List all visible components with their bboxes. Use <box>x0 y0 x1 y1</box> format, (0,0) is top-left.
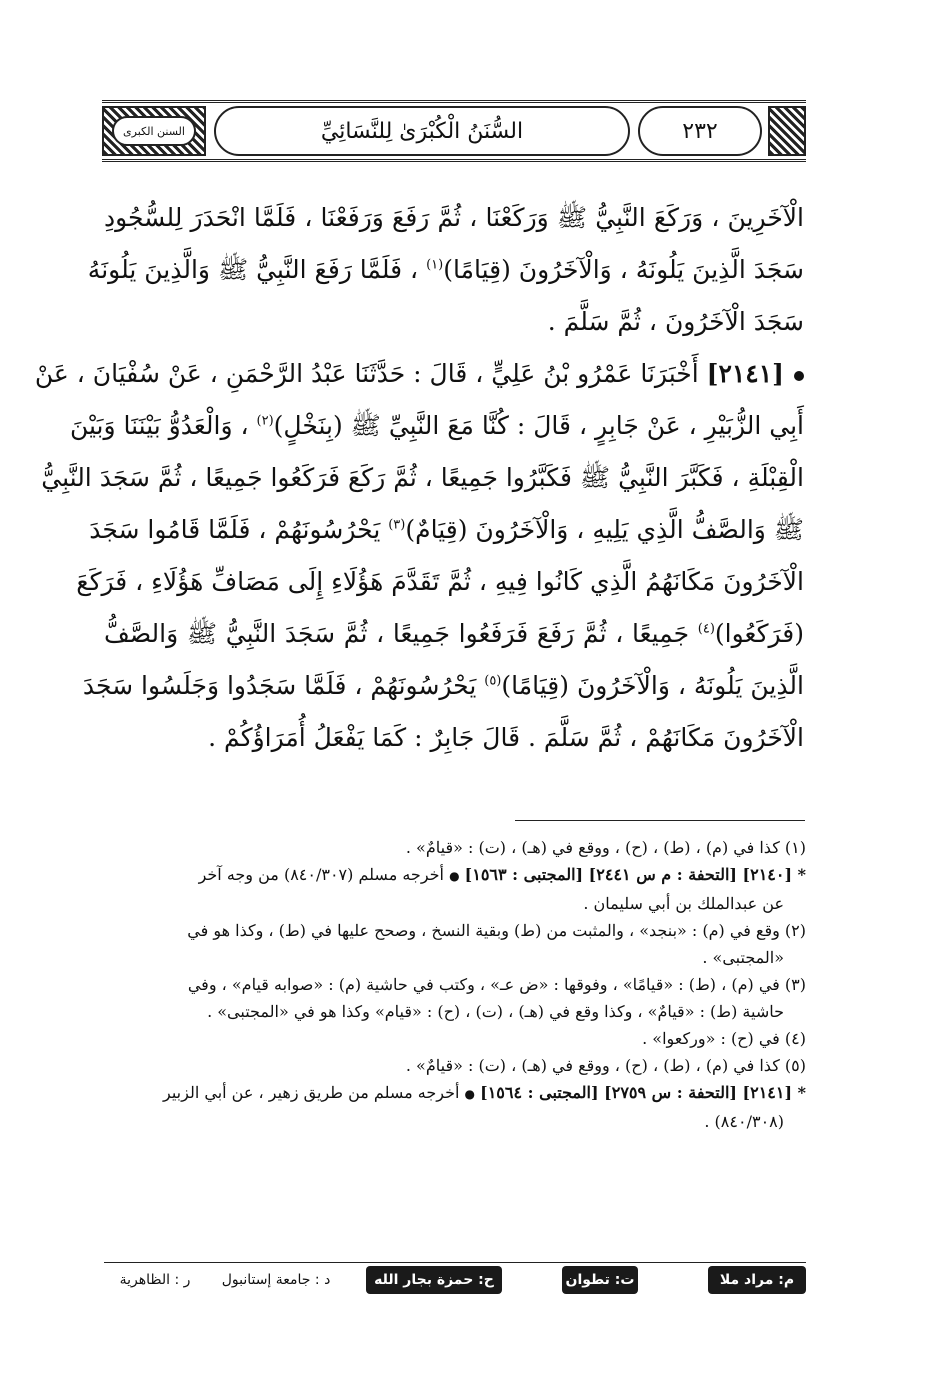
book-title-cartouche <box>214 106 630 156</box>
takhrij-tail: أخرجه مسلم (٨٤٠/٣٠٧) من وجه آخر <box>198 865 450 884</box>
page-number: ٢٣٢ <box>682 118 718 144</box>
takhrij-tail: أخرجه مسلم من طريق زهير ، عن أبي الزبير <box>163 1083 465 1102</box>
book-title: السُّنَنُ الْكُبْرَىٰ لِلنَّسَائِيِّ <box>320 118 524 144</box>
text-fragment: جَمِيعًا ، ثُمَّ رَفَعَ فَرَفَعُوا جَمِيعًا ، ثُمَّ سَجَدَ النَّبِيُّ ﷺ وَالصَّفُّ <box>104 619 698 648</box>
header-top-rule <box>102 100 806 103</box>
footnote-4: (٤) في (ح) : «وركعوا» . <box>642 1029 806 1048</box>
takhrij-2140 <box>104 861 806 890</box>
footnote-3: (٣) في (م) ، (ط) : «قيامًا» ، وفوقها : «ض عـ» ، وكتب في حاشية (م) : «صوابه قيام» ، وفي <box>187 975 806 994</box>
text-line: الْآخَرُونَ مَكَانَهُمُ الَّذِي كَانُوا فِيهِ ، ثُمَّ تَقَدَّمَ هَؤُلَاءِ إِلَى مَصَافِّ هَؤُلَاءِ ، فَرَكَعَ <box>76 567 804 596</box>
text-fragment: أَبِي الزُّبَيْرِ ، عَنْ جَابِرٍ ، قَالَ : كُنَّا مَعَ النَّبِيِّ ﷺ (بِنَخْلٍ) <box>273 411 804 440</box>
text-line <box>82 660 804 712</box>
footnote-3-cont: حاشية (ط) : «قيامٌ» ، وكذا وقع في (هـ) ، (ت) ، (ح) : «قيام» وكذا هو في «المجتبى» . <box>207 1002 784 1021</box>
footnote-1: (١) كذا في (م) ، (ط) ، (ح) ، ووقع في (هـ) ، (ت) : «قيامٌ» . <box>405 838 806 857</box>
bullet-icon: ● <box>449 869 460 883</box>
manuscript-d-label: د : جامعة إستانبول <box>221 1272 331 1288</box>
book-seal <box>112 116 196 146</box>
text-line <box>87 244 804 296</box>
right-ornament-icon <box>768 106 806 156</box>
takhrij-2141 <box>104 1079 806 1108</box>
footnote-ref-4[interactable]: (٤) <box>697 621 715 637</box>
bullet-icon: ● <box>464 1087 476 1101</box>
manuscript-r-label: ر : الظاهرية <box>119 1272 191 1288</box>
text-fragment: أَخْبَرَنَا عَمْرُو بْنُ عَلِيٍّ ، قَالَ : حَدَّثَنَا عَبْدُ الرَّحْمَنِ ، عَنْ سُفْيَانَ ، عَنْ <box>34 359 707 388</box>
takhrij-head: * [٢١٤٠] [التحفة : م س ٢٤٤١] [المجتبى : ١٥٦٣] <box>464 865 806 884</box>
text-line: الْقِبْلَةِ ، فَكَبَّرَ النَّبِيُّ ﷺ فَكَبَّرُوا جَمِيعًا ، ثُمَّ رَكَعَ فَرَكَعُوا جَمِيعًا ، ثُمَّ سَجَدَ النَّبِيُّ <box>41 463 804 492</box>
hadith-number: [٢١٤١] <box>706 359 784 388</box>
text-fragment: ، فَلَمَّا رَفَعَ النَّبِيُّ ﷺ وَالَّذِينَ يَلُونَهُ <box>87 255 427 284</box>
footnote-2-cont: «المجتبى» . <box>702 948 784 967</box>
text-fragment: ، وَالْعَدُوُّ بَيْنَنَا وَبَيْنَ <box>69 411 257 440</box>
footnote-separator <box>515 820 805 821</box>
left-ornament-logo <box>102 106 206 156</box>
manuscript-m-badge: م: مراد ملا <box>708 1266 806 1294</box>
text-fragment: ﷺ وَالصَّفُّ الَّذِي يَلِيهِ ، وَالْآخَرُونَ (قِيَامٌ) <box>405 515 804 544</box>
footnote-5: (٥) كذا في (م) ، (ط) ، (ح) ، ووقع في (هـ) ، (ت) : «قيامٌ» . <box>405 1056 806 1075</box>
footnote-ref-5[interactable]: (٥) <box>484 673 502 689</box>
main-text <box>34 192 804 764</box>
text-fragment: (فَرَكَعُوا) <box>714 619 804 648</box>
footer-rule <box>104 1262 806 1263</box>
text-line: سَجَدَ الْآخَرُونَ ، ثُمَّ سَلَّمَ . <box>547 307 804 336</box>
page-header <box>102 100 806 162</box>
manuscript-t-badge: ت: تطوان <box>562 1266 638 1294</box>
text-fragment: سَجَدَ الَّذِينَ يَلُونَهُ ، وَالْآخَرُونَ (قِيَامًا) <box>443 255 804 284</box>
page-number-cartouche <box>638 106 762 156</box>
footnote-ref-1[interactable]: (١) <box>426 257 444 273</box>
text-fragment: يَحْرُسُونَهُمْ ، فَلَمَّا قَامُوا سَجَدَ <box>89 515 389 544</box>
takhrij-2141-cont: (٨٤٠/٣٠٨) . <box>704 1112 784 1131</box>
footnote-ref-3[interactable]: (٣) <box>388 517 406 533</box>
text-line <box>89 504 804 556</box>
text-fragment: الَّذِينَ يَلُونَهُ ، وَالْآخَرُونَ (قِيَامًا) <box>501 671 804 700</box>
hadith-start-line <box>34 348 804 400</box>
footnote-ref-2[interactable]: (٢) <box>256 413 274 429</box>
bullet-icon <box>794 371 804 381</box>
seal-text: السنن الكبرى <box>123 124 185 138</box>
manuscript-h-badge: ح: حمزة بجار الله <box>366 1266 502 1294</box>
footnote-2: (٢) وقع في (م) : «بنجد» ، والمثبت من (ط) وبقية النسخ ، وصحح عليها في (ط) ، وكذا هو في <box>187 921 806 940</box>
text-line: الْآخَرِينَ ، وَرَكَعَ النَّبِيُّ ﷺ وَرَكَعْنَا ، ثُمَّ رَفَعَ وَرَفَعْنَا ، فَلَمَّا انْحَدَرَ لِلسُّجُودِ <box>104 203 804 232</box>
manuscript-legend <box>104 1266 806 1296</box>
text-line: الْآخَرُونَ مَكَانَهُمْ ، ثُمَّ سَلَّمَ . قَالَ جَابِرٌ : كَمَا يَفْعَلُ أُمَرَاؤُكُمْ . <box>208 723 804 752</box>
header-bottom-rule <box>102 159 806 162</box>
text-line <box>69 400 804 452</box>
takhrij-head: * [٢١٤١] [التحفة : س ٢٧٥٩] [المجتبى : ١٥٦٤] <box>480 1083 806 1102</box>
text-line <box>104 608 804 660</box>
takhrij-2140-cont: عن عبدالملك بن أبي سليمان . <box>583 894 784 913</box>
text-fragment: يَحْرُسُونَهُمْ ، فَلَمَّا سَجَدُوا وَجَلَسُوا سَجَدَ <box>82 671 485 700</box>
footnotes <box>104 834 806 1135</box>
